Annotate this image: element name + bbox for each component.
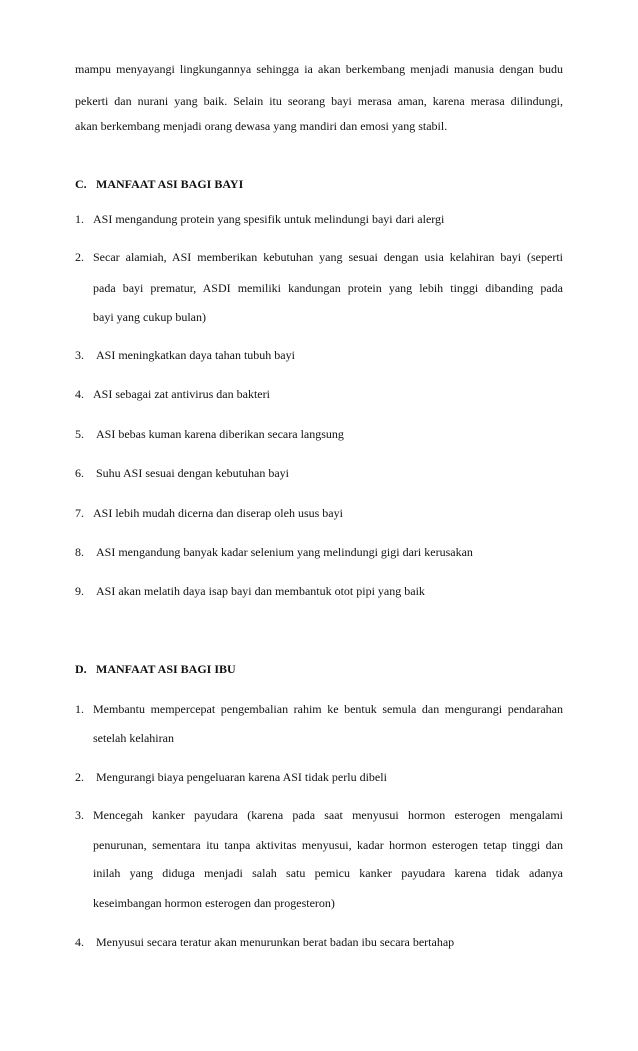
c-item-4-text: ASI sebagai zat antivirus dan bakteri [93, 387, 270, 401]
c-item-2-number: 2. [75, 250, 84, 264]
c-item-3-text: ASI meningkatkan daya tahan tubuh bayi [96, 348, 295, 362]
d-item-1-line-1: Membantu mempercepat pengembalian rahim ke bentuk semula dan mengurangi pendarahan [93, 702, 563, 716]
d-item-3-line-1: Mencegah kanker payudara (karena pada saat menyusui hormon esterogen mengalami [93, 808, 563, 822]
c-item-3-number: 3. [75, 348, 84, 362]
c-item-7-text: ASI lebih mudah dicerna dan diserap oleh usus bayi [93, 506, 343, 520]
intro-line-2: pekerti dan nurani yang baik. Selain itu seorang bayi merasa aman, karena merasa dilindungi, [75, 94, 563, 108]
c-item-8-number: 8. [75, 545, 84, 559]
c-item-5-text: ASI bebas kuman karena diberikan secara langsung [96, 427, 344, 441]
c-item-6-text: Suhu ASI sesuai dengan kebutuhan bayi [96, 466, 289, 480]
c-item-2-line-1: Secar alamiah, ASI memberikan kebutuhan yang sesuai dengan usia kelahiran bayi (seperti [93, 250, 563, 264]
d-item-3-line-4: keseimbangan hormon esterogen dan progesteron) [93, 896, 335, 910]
c-item-2-line-3: bayi yang cukup bulan) [93, 310, 206, 324]
c-item-1-text: ASI mengandung protein yang spesifik untuk melindungi bayi dari alergi [93, 212, 445, 226]
d-item-4-text: Menyusui secara teratur akan menurunkan berat badan ibu secara bertahap [96, 935, 455, 949]
d-item-2-number: 2. [75, 770, 84, 784]
c-item-1-number: 1. [75, 212, 84, 226]
c-item-4-number: 4. [75, 387, 84, 401]
intro-line-1: mampu menyayangi lingkungannya sehingga ia akan berkembang menjadi manusia dengan budu [75, 62, 563, 76]
d-item-1-line-2: setelah kelahiran [93, 731, 174, 745]
d-item-2-text: Mengurangi biaya pengeluaran karena ASI tidak perlu dibeli [96, 770, 387, 784]
d-item-3-line-3: inilah yang diduga menjadi salah satu pemicu kanker payudara karena tidak adanya [93, 866, 563, 880]
c-item-9-text: ASI akan melatih daya isap bayi dan membantuk otot pipi yang baik [96, 584, 425, 598]
section-d-letter: D. [75, 662, 87, 676]
c-item-8-text: ASI mengandung banyak kadar selenium yang melindungi gigi dari kerusakan [96, 545, 473, 559]
section-c-letter: C. [75, 177, 87, 191]
c-item-6-number: 6. [75, 466, 84, 480]
intro-line-3: akan berkembang menjadi orang dewasa yang mandiri dan emosi yang stabil. [75, 119, 448, 133]
section-d-title: MANFAAT ASI BAGI IBU [96, 662, 236, 676]
section-c-title: MANFAAT ASI BAGI BAYI [96, 177, 244, 191]
d-item-4-number: 4. [75, 935, 84, 949]
c-item-9-number: 9. [75, 584, 84, 598]
d-item-1-number: 1. [75, 702, 84, 716]
c-item-5-number: 5. [75, 427, 84, 441]
d-item-3-number: 3. [75, 808, 84, 822]
c-item-2-line-2: pada bayi prematur, ASDI memiliki kandungan protein yang lebih tinggi dibanding pada [93, 281, 563, 295]
d-item-3-line-2: penurunan, sementara itu tanpa aktivitas menyusui, kadar hormon esterogen tetap tinggi dan [93, 838, 563, 852]
c-item-7-number: 7. [75, 506, 84, 520]
